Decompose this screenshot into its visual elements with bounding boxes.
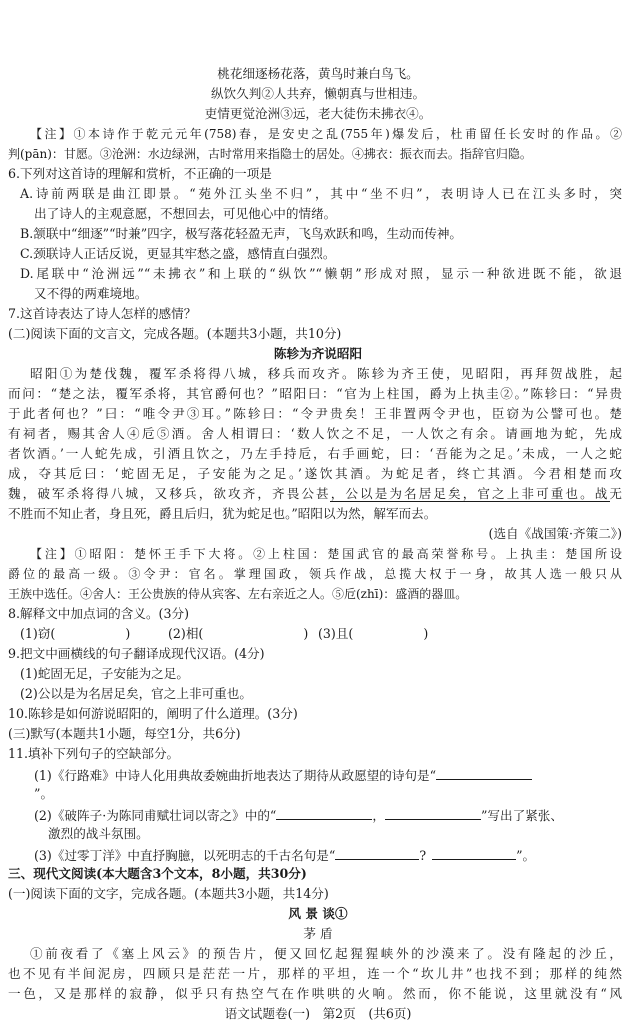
wenyan-line-3: 于此者何也？”曰：“唯令尹③耳。”陈轸曰：“令尹贵矣！王非置两令尹也，臣窃为公譬可也。楚 (8, 406, 622, 421)
question-9-item-2: (2)公以是为名居足矣，官之上非可重也。 (20, 686, 252, 701)
question-11-item-2-cont: 激烈的战斗氛围。 (48, 826, 149, 841)
essay-title: 风 景 谈① (288, 906, 348, 921)
q8-item-2-close: ) (303, 626, 309, 641)
q11-item-2-text: (2)《破阵子·为陈同甫赋壮词以寄之》中的“ (34, 808, 277, 823)
question-11-item-1 (34, 766, 532, 784)
question-6-option-b: B.颔联中“细逐”“时兼”四字，极写落花轻盈无声，飞鸟欢跃和鸣，生动而传神。 (20, 226, 463, 241)
question-11-stem: 11.填补下列句子的空缺部分。 (8, 746, 180, 761)
wenyan-line-6: 成，夺其卮曰：‘蛇固无足，子安能为之足。’遂饮其酒。为蛇足者，终亡其酒。今君相楚而攻 (8, 466, 622, 481)
question-9-item-1: (1)蛇固无足，子安能为之足。 (20, 666, 189, 681)
q11-item-3-blank-b[interactable] (432, 846, 516, 860)
question-6-stem: 6.下列对这首诗的理解和赏析，不正确的一项是 (8, 166, 272, 181)
question-8-stem: 8.解释文中加点词的含义。(3分) (8, 606, 189, 621)
poem-line-2: 纵饮久判②人共弃，懒朝真与世相违。 (210, 86, 426, 101)
q11-item-1-blank[interactable] (436, 766, 532, 780)
poem-note-line-1: 【注】①本诗作于乾元元年(758)春，是安史之乱(755年)爆发后，杜甫留任长安时的作品。② (30, 127, 622, 141)
wenyan-title: 陈轸为齐说昭阳 (273, 346, 363, 361)
question-6-option-d-cont: 又不得的两难境地。 (34, 286, 148, 301)
q8-item-1-open: (1)窃( (20, 626, 56, 641)
wenyan-source: (选自《战国策·齐策二》) (488, 526, 622, 541)
essay-line-2: 也不见有半间泥房，四顾只是茫茫一片，那样的平坦，连一个“坎儿井”也找不到；那样的纯然 (8, 966, 622, 981)
question-9-stem: 9.把文中画横线的句子翻译成现代汉语。(4分) (8, 646, 265, 661)
q11-item-1-text: (1)《行路难》中诗人化用典故委婉曲折地表达了期待从政愿望的诗句是“ (34, 768, 437, 783)
question-6-option-d: D.尾联中“沧洲远”“未拂衣”和上联的“纵饮”“懒朝”形成对照，显示一种欲进既不能，欲退 (20, 266, 622, 281)
q11-item-2-sep: ， (372, 808, 385, 823)
section-3-header: (三)默写(本题共1小题，每空1分，共6分) (8, 726, 241, 741)
question-7: 7.这首诗表达了诗人怎样的感情？ (8, 306, 197, 321)
question-6-option-c: C.颈联诗人正话反说，更显其牢愁之盛，感情直白强烈。 (20, 246, 336, 261)
wenyan-line-2: 而问：“楚之法，覆军杀将，其官爵何也？”昭阳曰：“官为上柱国，爵为上执圭②。”陈轸曰：“异贵 (8, 386, 622, 401)
page-footer: 语文试题卷(一) 第2页 (共6页) (224, 1006, 412, 1021)
q11-item-3-q: ? (419, 848, 427, 863)
question-8-item-3 (318, 626, 428, 642)
question-11-item-1-close: ”。 (34, 786, 54, 801)
essay-line-1: ①前夜看了《塞上风云》的预告片，便又回忆起猩猩峡外的沙漠来了。没有隆起的沙丘， (30, 946, 622, 961)
poem-line-3: 吏情更觉沧洲③远，老大徒伤未拂衣④。 (204, 106, 432, 121)
q11-item-2-tail: ”写出了紧张、 (480, 808, 563, 823)
q11-item-3-close: ”。 (516, 848, 536, 863)
q8-item-3-open: (3)且( (318, 626, 354, 641)
wenyan-line-7: 魏，破军杀将得八城，又移兵，欲攻齐，齐畏公甚，公以是为名居足矣，官之上非可重也。战无 (8, 486, 622, 501)
question-6-option-a: A.诗前两联是曲江即景。“苑外江头坐不归”，其中“坐不归”，表明诗人已在江头多时，突 (20, 186, 622, 201)
poem-line-1: 桃花细逐杨花落，黄鸟时兼白鸟飞。 (217, 66, 419, 81)
q11-item-2-blank-a[interactable] (276, 806, 372, 820)
q11-item-3-blank-a[interactable] (335, 846, 419, 860)
section-2-header: (二)阅读下面的文言文，完成各题。(本题共3小题，共10分) (8, 326, 342, 341)
q8-item-1-close: ) (125, 626, 131, 641)
question-8-item-2 (168, 626, 308, 642)
essay-line-3: 一色，又是那样的寂静，似乎只有热空气在作哄哄的火响。然而，你不能说，这里就没有“风 (8, 986, 622, 1001)
q11-item-3-text: (3)《过零丁洋》中直抒胸臆，以死明志的千古名句是“ (34, 848, 336, 863)
essay-author: 茅 盾 (303, 926, 333, 941)
poem-note-line-2: 判(pān)：甘愿。③沧洲：水边绿洲，古时常用来指隐士的居处。④拂衣：振衣而去。指辞官归隐。 (8, 147, 532, 161)
wenyan-line-5: 者饮酒。’一人蛇先成，引酒且饮之，乃左手持卮，右手画蛇，曰：‘吾能为之足。’未成，一人之蛇 (8, 446, 622, 461)
underline-mark-1 (330, 501, 610, 502)
wenyan-line-1: 昭阳①为楚伐魏，覆军杀将得八城，移兵而攻齐。陈轸为齐王使，见昭阳，再拜贺战胜，起 (30, 366, 622, 381)
q8-item-3-close: ) (423, 626, 429, 641)
question-6-option-a-cont: 出了诗人的主观意愿，不想回去，可见他心中的情绪。 (34, 206, 337, 221)
q11-item-2-blank-b[interactable] (385, 806, 481, 820)
wenyan-note-line-2: 爵位的最高一级。③令尹：官名。掌理国政，领兵作战，总揽大权于一身，故其人选一般只从 (8, 567, 622, 581)
q8-item-2-open: (2)相( (168, 626, 204, 641)
part-3-sub-header: (一)阅读下面的文字，完成各题。(本题共3小题，共14分) (8, 886, 329, 901)
wenyan-note-line-3: 王族中选任。④舍人：王公贵族的侍从宾客、左右亲近之人。⑤卮(zhī)：盛酒的器皿。 (8, 587, 468, 601)
question-10: 10.陈轸是如何游说昭阳的，阐明了什么道理。(3分) (8, 706, 298, 721)
wenyan-line-4: 有祠者，赐其舍人④卮⑤酒。舍人相谓曰：‘数人饮之不足，一人饮之有余。请画地为蛇，先成 (8, 426, 622, 441)
wenyan-note-line-1: 【注】①昭阳：楚怀王手下大将。②上柱国：楚国武官的最高荣誉称号。上执圭：楚国所设 (30, 547, 622, 561)
question-11-item-2 (34, 806, 563, 824)
wenyan-line-8: 不胜而不知止者，身且死，爵且后归，犹为蛇足也。”昭阳以为然，解军而去。 (8, 506, 437, 521)
question-11-item-3 (34, 846, 535, 864)
part-3-header: 三、现代文阅读(本大题含3个文本，8小题，共30分) (8, 866, 307, 881)
question-8-item-1 (20, 626, 130, 642)
